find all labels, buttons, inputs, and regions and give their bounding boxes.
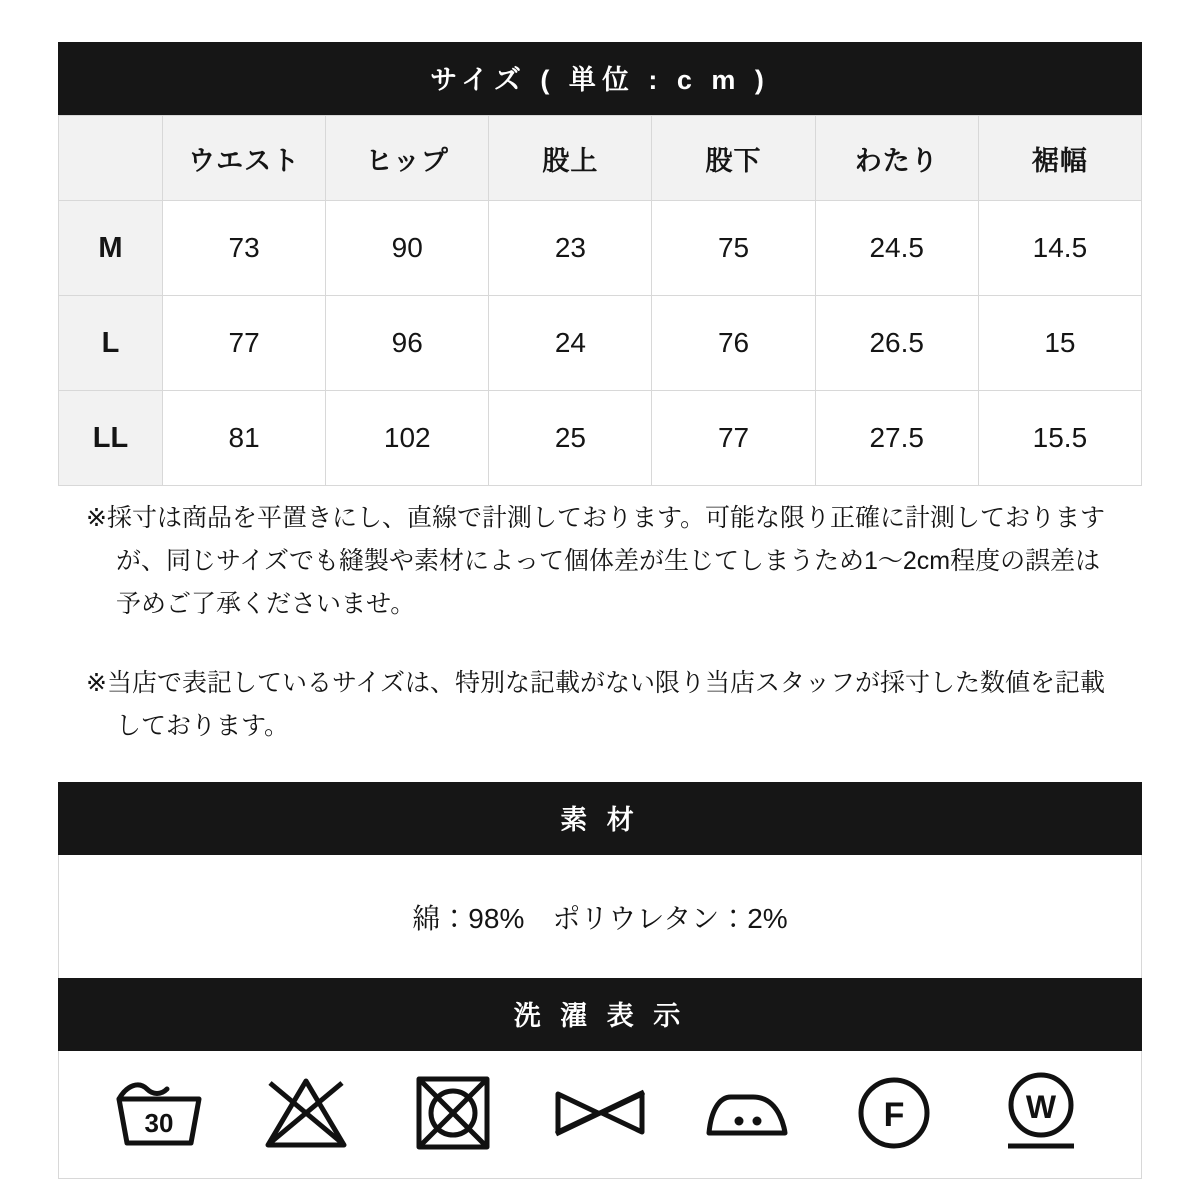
row-header-m: M (59, 201, 163, 296)
table-row (59, 296, 1142, 391)
note-text-measurement: ※採寸は商品を平置きにし、直線で計測しております。可能な限り正確に計測しておりますが、同じサイズでも縫製や素材によって個体差が生じてしまうため1〜2cm程度の誤差は予めご了承くださいませ。 (86, 504, 1105, 618)
cell-l-thigh: 26.5 (815, 296, 978, 391)
wash-care-icon-row (58, 1051, 1142, 1179)
column-header-waist: ウエスト (163, 116, 326, 201)
cell-m-waist: 73 (163, 201, 326, 296)
column-header-hem: 裾幅 (978, 116, 1141, 201)
measurement-notes (86, 497, 1116, 784)
no-wring-icon (552, 1065, 648, 1161)
cell-m-thigh: 24.5 (815, 201, 978, 296)
cell-m-rise: 23 (489, 201, 652, 296)
wash-care-section-header: 洗 濯 表 示 (58, 978, 1142, 1051)
size-table-body (59, 201, 1142, 486)
cell-l-rise: 24 (489, 296, 652, 391)
cell-ll-thigh: 27.5 (815, 391, 978, 486)
size-table-head (59, 116, 1142, 201)
no-bleach-icon (258, 1065, 354, 1161)
wash-care-section (58, 978, 1142, 1179)
table-row (59, 391, 1142, 486)
material-composition-text: 綿：98% ポリウレタン：2% (58, 855, 1142, 984)
size-section (58, 42, 1142, 486)
cell-m-inseam: 75 (652, 201, 815, 296)
dry-clean-f-icon (846, 1065, 942, 1161)
cell-ll-inseam: 77 (652, 391, 815, 486)
material-section (58, 782, 1142, 984)
table-corner-cell (59, 116, 163, 201)
column-header-rise: 股上 (489, 116, 652, 201)
no-tumble-dry-icon (405, 1065, 501, 1161)
cell-ll-waist: 81 (163, 391, 326, 486)
material-section-header: 素 材 (58, 782, 1142, 855)
note-item (86, 497, 1116, 626)
cell-ll-hem: 15.5 (978, 391, 1141, 486)
cell-m-hip: 90 (326, 201, 489, 296)
table-row (59, 201, 1142, 296)
table-header-row (59, 116, 1142, 201)
cell-ll-hip: 102 (326, 391, 489, 486)
cell-l-waist: 77 (163, 296, 326, 391)
wash-tub-30-icon (111, 1065, 207, 1161)
cell-l-hem: 15 (978, 296, 1141, 391)
svg-text:F: F (883, 1095, 905, 1134)
cell-l-hip: 96 (326, 296, 489, 391)
column-header-thigh: わたり (815, 116, 978, 201)
cell-m-hem: 14.5 (978, 201, 1141, 296)
cell-ll-rise: 25 (489, 391, 652, 486)
size-section-header: サイズ ( 単位 : c m ) (58, 42, 1142, 115)
svg-text:W: W (1026, 1088, 1057, 1125)
note-item (86, 662, 1116, 748)
wet-clean-w-icon (993, 1065, 1089, 1161)
column-header-inseam: 股下 (652, 116, 815, 201)
note-text-staff: ※当店で表記しているサイズは、特別な記載がない限り当店スタッフが採寸した数値を記載しております。 (86, 669, 1105, 740)
row-header-l: L (59, 296, 163, 391)
cell-l-inseam: 76 (652, 296, 815, 391)
row-header-ll: LL (59, 391, 163, 486)
svg-text:30: 30 (144, 1107, 174, 1138)
size-table (58, 115, 1142, 486)
iron-medium-icon (699, 1065, 795, 1161)
column-header-hip: ヒップ (326, 116, 489, 201)
